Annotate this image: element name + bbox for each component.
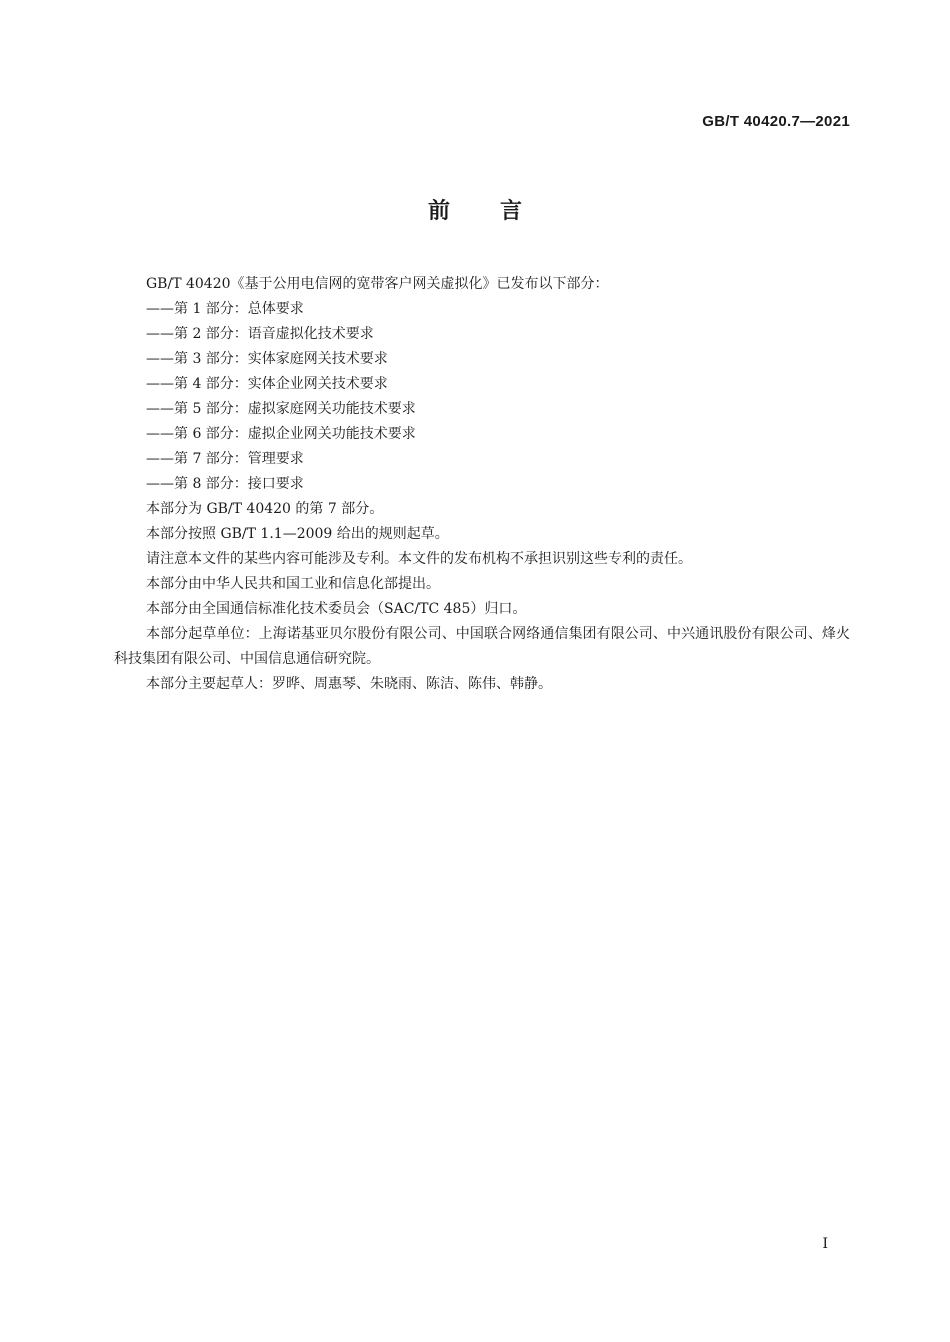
list-item-part-8: ——第 8 部分：接口要求: [146, 476, 304, 492]
paragraph-intro: GB/T 40420《基于公用电信网的宽带客户网关虚拟化》已发布以下部分：: [146, 276, 609, 292]
list-item-part-3: ——第 3 部分：实体家庭网关技术要求: [146, 351, 388, 367]
foreword-body: [114, 272, 850, 697]
page-number: I: [822, 1236, 828, 1252]
standard-code: GB/T 40420.7—2021: [702, 113, 850, 130]
paragraph-drafters: 本部分主要起草人：罗晔、周惠琴、朱晓雨、陈洁、陈伟、韩静。: [146, 676, 552, 692]
paragraph-drafting-rules: 本部分按照 GB/T 1.1—2009 给出的规则起草。: [146, 526, 449, 542]
paragraph-drafting-units: 本部分起草单位：上海诺基亚贝尔股份有限公司、中国联合网络通信集团有限公司、中兴通讯股份有限公司、烽火科技集团有限公司、中国信息通信研究院。: [114, 626, 850, 667]
paragraph-part-statement: 本部分为 GB/T 40420 的第 7 部分。: [146, 501, 384, 517]
list-item-part-2: ——第 2 部分：语音虚拟化技术要求: [146, 326, 374, 342]
paragraph-patent-notice: 请注意本文件的某些内容可能涉及专利。本文件的发布机构不承担识别这些专利的责任。: [146, 551, 692, 567]
list-item-part-5: ——第 5 部分：虚拟家庭网关功能技术要求: [146, 401, 416, 417]
paragraph-proposed-by: 本部分由中华人民共和国工业和信息化部提出。: [146, 576, 440, 592]
list-item-part-1: ——第 1 部分：总体要求: [146, 301, 304, 317]
list-item-part-4: ——第 4 部分：实体企业网关技术要求: [146, 376, 388, 392]
list-item-part-7: ——第 7 部分：管理要求: [146, 451, 304, 467]
list-item-part-6: ——第 6 部分：虚拟企业网关功能技术要求: [146, 426, 416, 442]
paragraph-centralized-by: 本部分由全国通信标准化技术委员会（SAC/TC 485）归口。: [146, 601, 527, 617]
page-title: 前言: [427, 199, 572, 224]
